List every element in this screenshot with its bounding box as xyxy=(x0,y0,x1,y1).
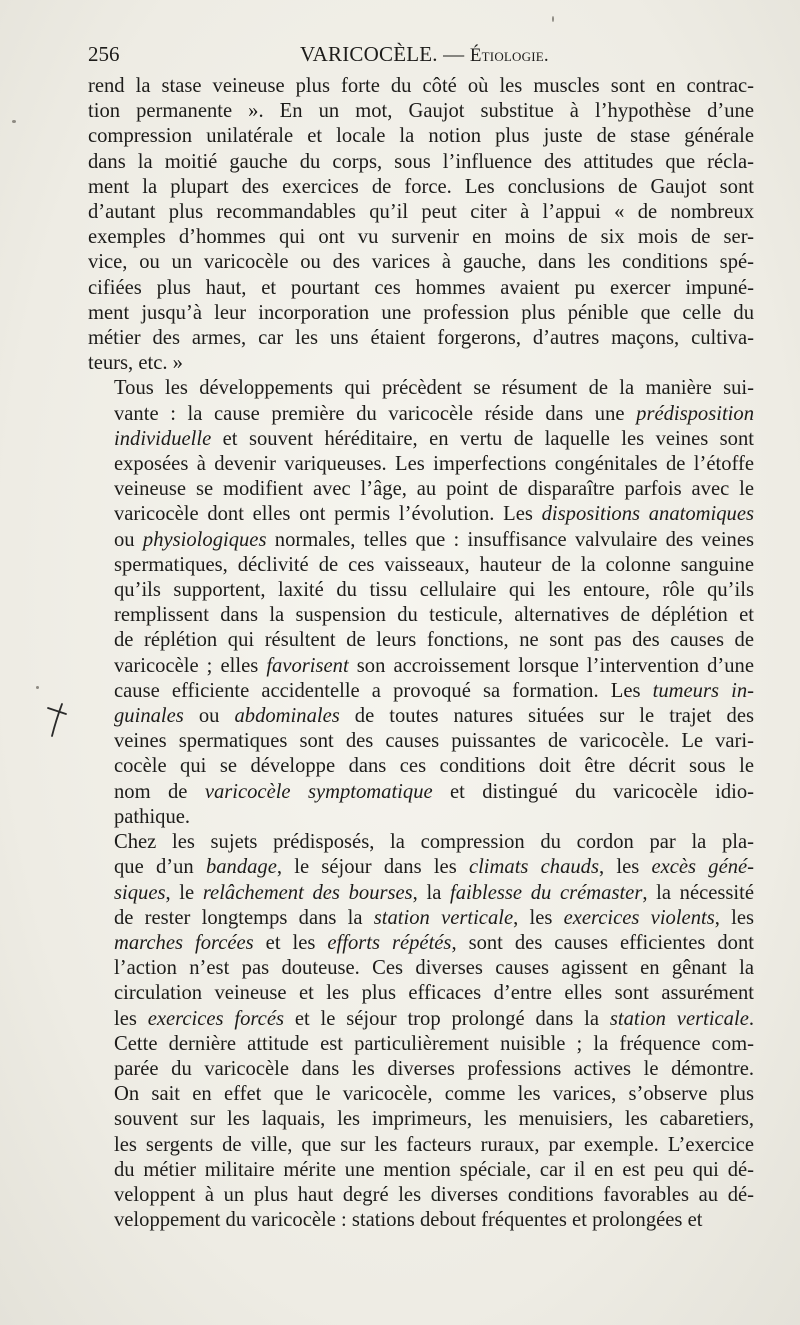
text-run: souvent sur les laquais, les imprimeurs, les menuisiers, les cabaretiers, xyxy=(114,1108,754,1131)
text-line xyxy=(88,603,754,628)
text-run: de toutes natures situées sur le trajet des xyxy=(339,705,755,728)
italic-text: faiblesse du crémaster xyxy=(450,881,643,904)
text-line xyxy=(88,326,754,351)
text-line xyxy=(88,1082,754,1107)
text-line xyxy=(88,1183,754,1208)
text-run: nom de xyxy=(114,780,205,803)
handwritten-cross-mark xyxy=(42,700,72,740)
text-run: et le séjour trop prolongé dans la xyxy=(283,1007,610,1030)
text-run: et souvent héréditaire, en vertu de laquelle les veines sont xyxy=(211,427,754,450)
text-run: rend la stase veineuse plus forte du côté où les muscles sont en contrac- xyxy=(88,75,754,97)
text-line xyxy=(88,124,754,149)
italic-text: efforts répétés xyxy=(327,931,452,954)
text-run: et distingué du varicocèle idio- xyxy=(432,780,754,803)
page-header xyxy=(88,42,754,68)
running-title xyxy=(300,42,549,67)
text-run: de rester longtemps dans la xyxy=(114,906,374,929)
text-line xyxy=(88,351,754,376)
italic-text: climats chauds xyxy=(468,856,599,879)
text-line xyxy=(88,881,754,906)
text-run: , la nécessité xyxy=(642,881,754,904)
body-text xyxy=(88,74,754,1233)
text-run: veineuse se modifient avec l’âge, au point de disparaître parfois avec le xyxy=(114,478,754,501)
paragraph xyxy=(88,74,754,376)
text-line xyxy=(88,301,754,326)
text-run: , les xyxy=(513,906,564,929)
paragraph xyxy=(88,830,754,1233)
text-line xyxy=(88,402,754,427)
text-run: les sergents de ville, que sur les facteurs ruraux, par exemple. L’exercice xyxy=(114,1133,754,1156)
italic-text: relâchement des bourses xyxy=(202,881,413,904)
text-run: tion permanente ». En un mot, Gaujot substitue à l’hypothèse d’une xyxy=(88,100,754,123)
text-line xyxy=(88,855,754,880)
text-run: , la xyxy=(412,881,450,904)
text-line xyxy=(88,1133,754,1158)
text-line xyxy=(88,956,754,981)
text-run: d’autant plus recommandables qu’il peut citer à l’appui « de nombreux xyxy=(88,201,754,224)
italic-text: station verticale xyxy=(609,1007,749,1030)
italic-text: prédisposition xyxy=(636,402,754,425)
text-line xyxy=(88,729,754,754)
text-run: teurs, etc. » xyxy=(88,352,183,375)
text-line xyxy=(88,931,754,956)
text-line xyxy=(88,175,754,200)
italic-text: station verticale xyxy=(373,906,514,929)
italic-text: excès géné- xyxy=(651,856,754,879)
text-run: , sont des causes efficientes dont xyxy=(451,931,754,954)
text-run: circulation veineuse et les plus efficaces d’entre elles sont assurément xyxy=(114,982,754,1005)
italic-text: bandage xyxy=(205,856,277,879)
text-run: vante : la cause première du varicocèle réside dans une xyxy=(114,402,637,425)
text-run: Tous les développements qui précèdent se résument de la manière sui- xyxy=(114,377,754,400)
text-line xyxy=(88,578,754,603)
italic-text: abdominales xyxy=(234,705,340,728)
text-run: ou xyxy=(183,705,235,728)
italic-text: tumeurs in- xyxy=(652,679,754,702)
text-line xyxy=(88,704,754,729)
text-run: cocèle qui se développe dans ces conditions doit être décrit sous le xyxy=(114,755,754,778)
text-line xyxy=(88,1032,754,1057)
text-run: veines spermatiques sont des causes puissantes de varicocèle. Le vari- xyxy=(114,730,754,753)
text-line xyxy=(88,1208,754,1233)
text-run: du métier militaire mérite une mention spéciale, car il en est peu qui dé- xyxy=(114,1158,754,1181)
text-run: Chez les sujets prédisposés, la compression du cordon par la pla- xyxy=(114,831,754,854)
text-run: exposées à devenir variqueuses. Les imperfections congénitales de l’étoffe xyxy=(114,453,754,476)
italic-text: favorisent xyxy=(266,654,349,677)
text-line xyxy=(88,477,754,502)
text-run: vice, ou un varicocèle ou des varices à gauche, dans les conditions spé- xyxy=(88,251,754,274)
text-line xyxy=(88,1057,754,1082)
text-run: On sait en effet que le varicocèle, comme les varices, s’observe plus xyxy=(114,1083,754,1106)
running-title-main: VARICOCÈLE. — xyxy=(300,42,470,66)
page-number: 256 xyxy=(88,42,120,66)
text-line xyxy=(88,654,754,679)
text-run: ou xyxy=(114,528,143,551)
text-line xyxy=(88,1007,754,1032)
text-line xyxy=(88,679,754,704)
text-line xyxy=(88,200,754,225)
italic-text: marches forcées xyxy=(114,931,254,954)
text-line xyxy=(88,754,754,779)
text-run: varicocèle dont elles ont permis l’évolution. Les xyxy=(114,503,542,526)
text-line xyxy=(88,376,754,401)
italic-text: individuelle xyxy=(114,427,212,450)
text-line xyxy=(88,74,754,99)
italic-text: exercices violents xyxy=(563,906,715,929)
text-run: spermatiques, déclivité de ces vaisseaux, hauteur de la colonne sanguine xyxy=(114,553,754,576)
text-run: cause efficiente accidentelle a provoqué sa formation. Les xyxy=(114,679,653,702)
italic-text: dispositions anatomiques xyxy=(541,503,754,526)
text-run: métier des armes, car les uns étaient forgerons, d’autres maçons, cultiva- xyxy=(88,327,754,350)
text-run: . xyxy=(748,1007,754,1030)
italic-text: guinales xyxy=(114,705,184,728)
text-run: ment jusqu’à leur incorporation une profession plus pénible que celle du xyxy=(88,301,754,324)
text-run: que d’un xyxy=(114,856,206,879)
running-title-section: Étiologie. xyxy=(469,45,549,66)
text-line xyxy=(88,1107,754,1132)
text-run: , les xyxy=(599,856,652,879)
text-run: qu’ils supportent, laxité du tissu cellulaire qui les entoure, rôle qu’ils xyxy=(114,579,754,602)
text-line xyxy=(88,250,754,275)
text-run: parée du varicocèle dans les diverses professions actives le démontre. xyxy=(114,1057,754,1080)
text-run: Cette dernière attitude est particulièrement nuisible ; la fréquence com- xyxy=(114,1032,754,1055)
text-run: de réplétion qui résultent de leurs fonctions, ne sont pas des causes de xyxy=(114,629,754,652)
text-run: pathique. xyxy=(114,805,191,828)
text-line xyxy=(88,276,754,301)
text-run: et les xyxy=(253,931,328,954)
text-run: son accroissement lorsque l’intervention d’une xyxy=(348,654,754,677)
italic-text: siques xyxy=(114,881,166,904)
text-line xyxy=(88,628,754,653)
page-speck xyxy=(36,686,39,689)
text-run: exemples d’hommes qui ont vu survenir en moins de six mois de ser- xyxy=(88,226,754,249)
text-run: les xyxy=(114,1007,148,1030)
text-run: , le séjour dans les xyxy=(276,856,469,879)
text-line xyxy=(88,150,754,175)
page-speck xyxy=(552,16,554,22)
text-run: , les xyxy=(714,906,754,929)
text-run: dans la moitié gauche du corps, sous l’influence des attitudes que récla- xyxy=(88,150,754,173)
text-run: , le xyxy=(165,881,203,904)
text-run: veloppement du varicocèle : stations debout fréquentes et prolongées et xyxy=(114,1209,703,1232)
italic-text: physiologiques xyxy=(142,528,267,551)
text-line xyxy=(88,780,754,805)
text-line xyxy=(88,830,754,855)
text-run: ment la plupart des exercices de force. Les conclusions de Gaujot sont xyxy=(88,175,754,198)
text-line xyxy=(88,906,754,931)
text-line xyxy=(88,981,754,1006)
text-run: l’action n’est pas douteuse. Ces diverses causes agissent en gênant la xyxy=(114,957,754,980)
text-line xyxy=(88,452,754,477)
text-line xyxy=(88,225,754,250)
text-run: remplissent dans la suspension du testicule, alternatives de déplétion et xyxy=(114,604,754,627)
paragraph xyxy=(88,376,754,830)
italic-text: exercices forcés xyxy=(147,1007,284,1030)
page-speck xyxy=(12,120,16,123)
text-line xyxy=(88,1158,754,1183)
text-run: varicocèle ; elles xyxy=(114,654,267,677)
text-run: cifiées plus haut, et pourtant ces hommes avaient pu exercer impuné- xyxy=(88,276,754,299)
text-run: compression unilatérale et locale la notion plus juste de stase générale xyxy=(88,125,754,148)
text-run: normales, telles que : insuffisance valvulaire des veines xyxy=(266,528,754,551)
text-line xyxy=(88,427,754,452)
text-line xyxy=(88,99,754,124)
text-line xyxy=(88,528,754,553)
text-run: veloppent à un plus haut degré les diverses conditions favorables au dé- xyxy=(114,1183,754,1206)
text-line xyxy=(88,805,754,830)
text-line xyxy=(88,502,754,527)
italic-text: varicocèle symptomatique xyxy=(204,780,433,803)
text-line xyxy=(88,553,754,578)
